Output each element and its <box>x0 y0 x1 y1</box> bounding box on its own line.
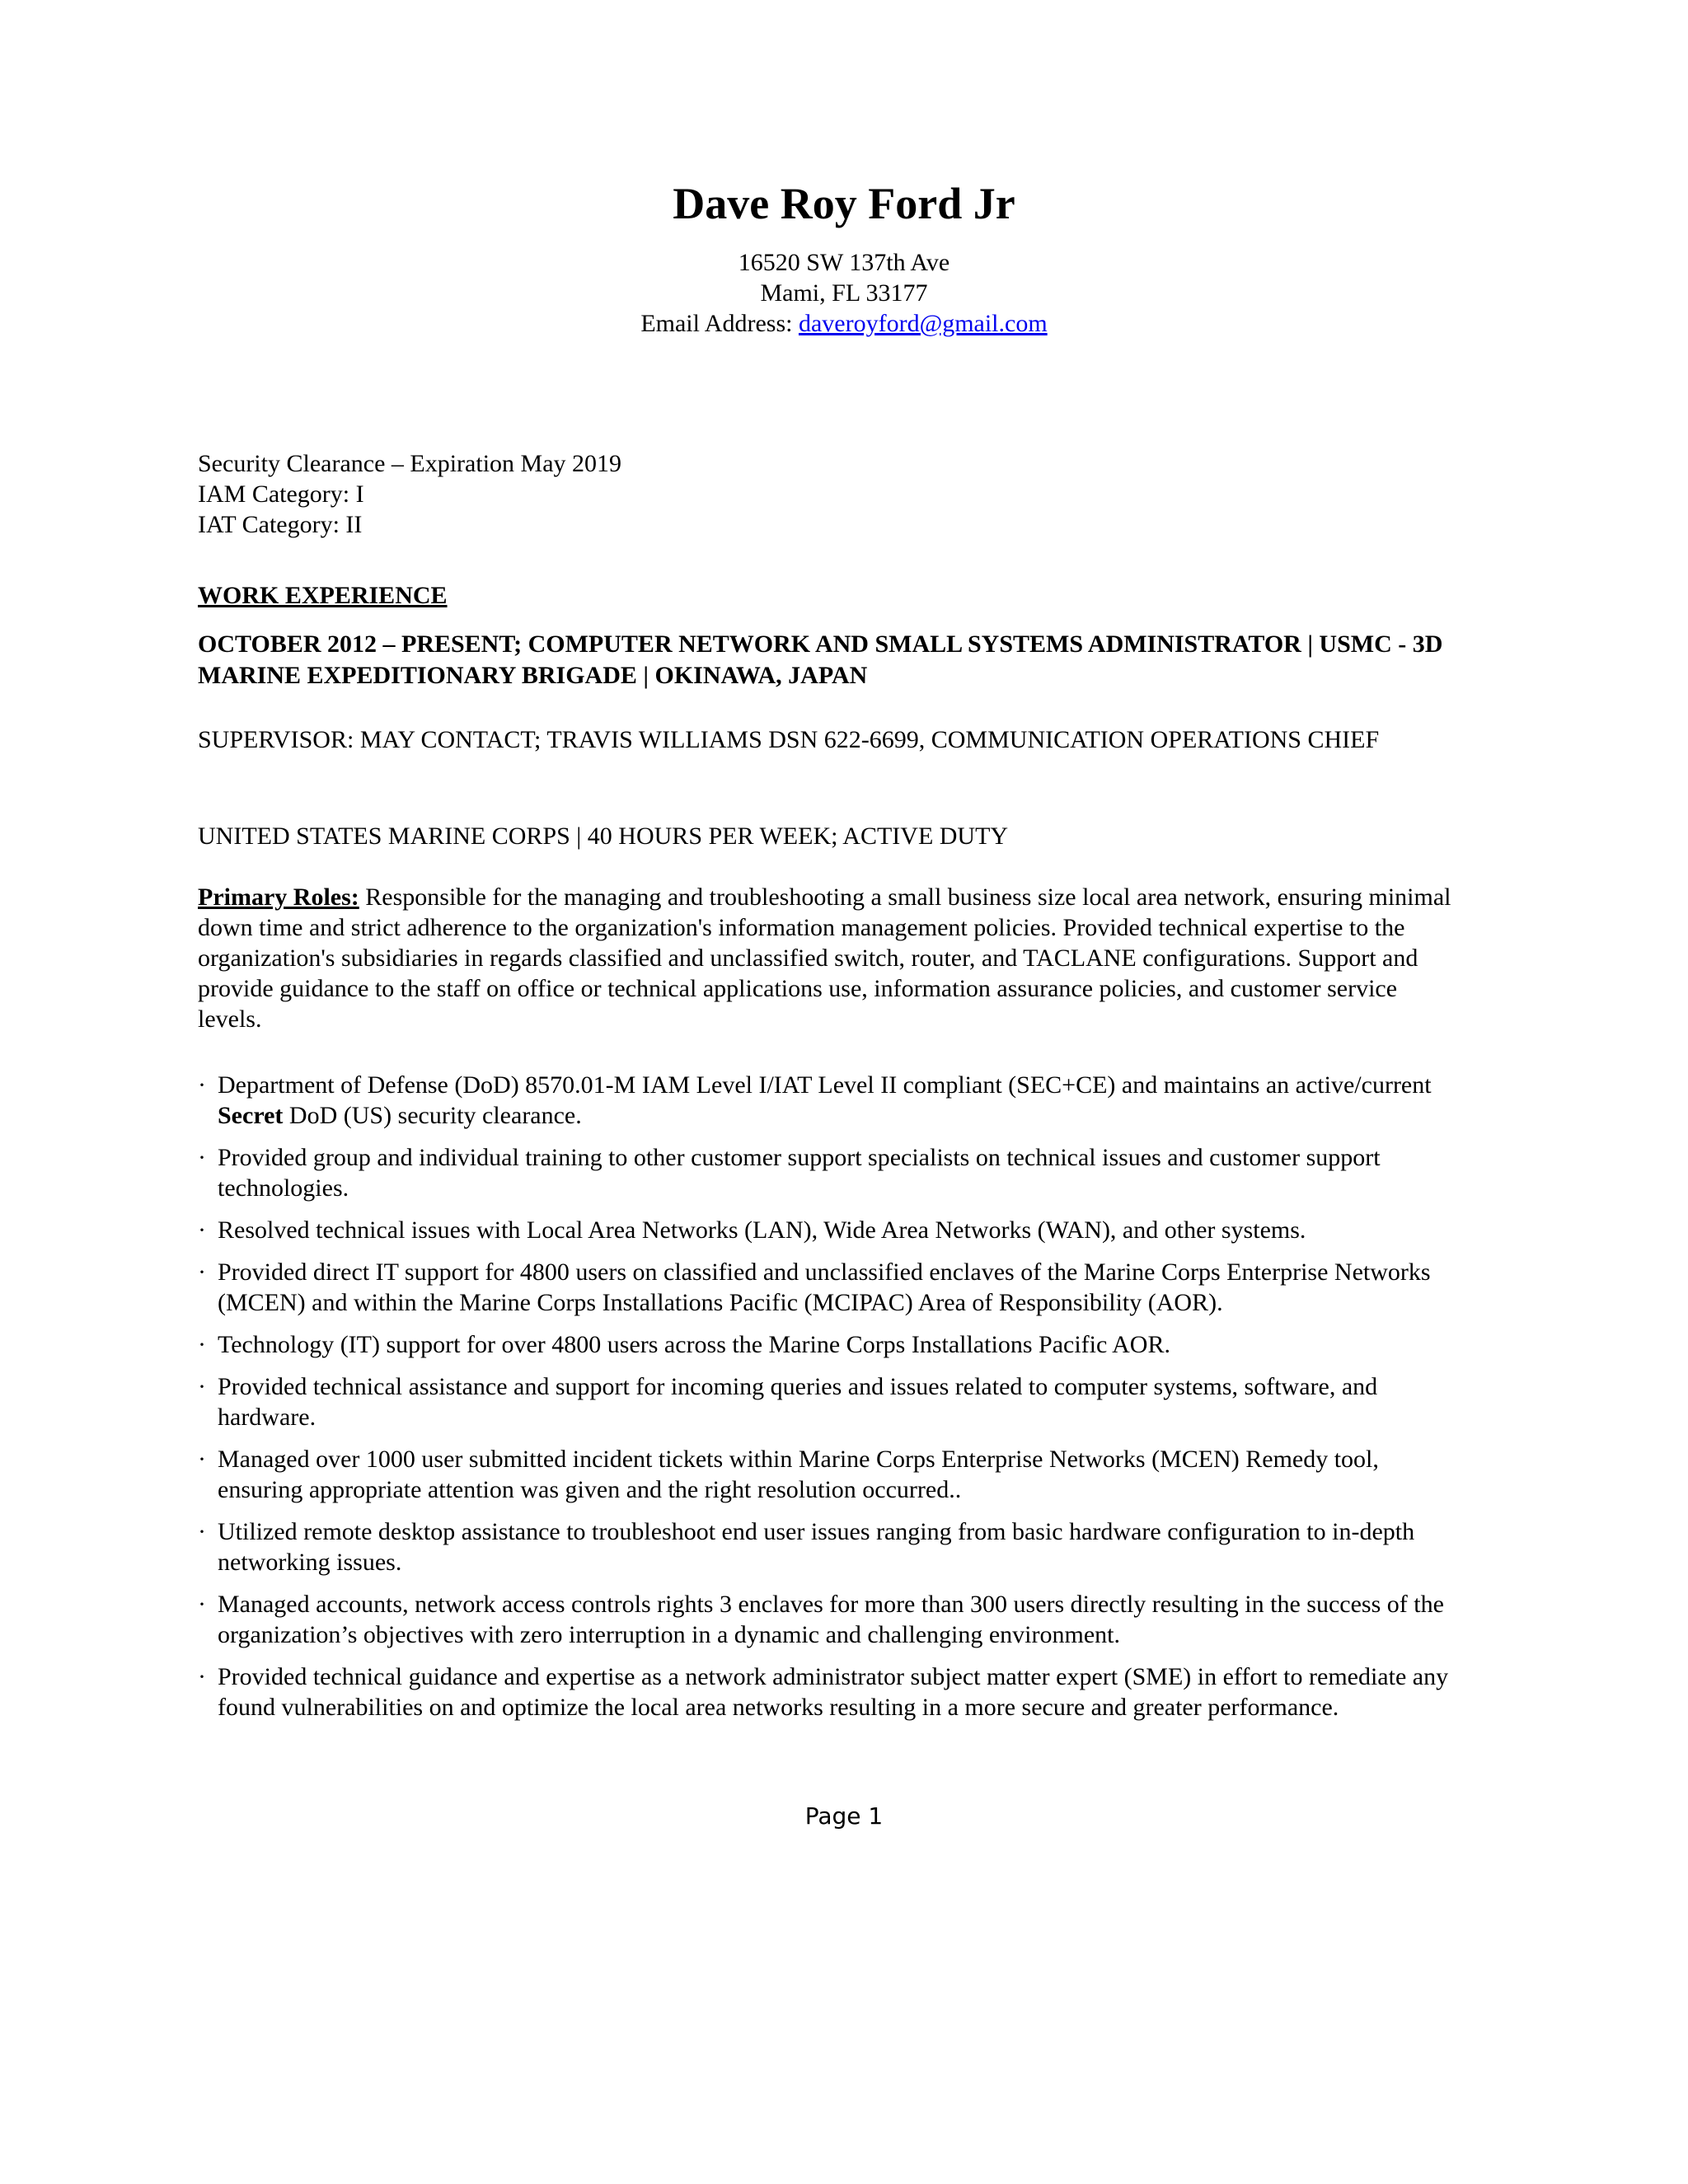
list-item-text: Provided technical guidance and expertise as a network administrator subject matter expert (SME) in effort to remediate any found vulnerabilities on and optimize the local area networks resulting in a more secure and greater performance. <box>218 1663 1449 1721</box>
primary-roles-label: Primary Roles: <box>198 883 359 911</box>
bullet-marker: · <box>198 1663 206 1690</box>
list-item-text: Provided technical assistance and support for incoming queries and issues related to computer systems, software, and hardware. <box>218 1373 1378 1431</box>
supervisor-line: SUPERVISOR: MAY CONTACT; TRAVIS WILLIAMS DSN 622-6699, COMMUNICATION OPERATIONS CHIEF <box>198 726 1380 753</box>
bullet-marker: · <box>198 1591 206 1618</box>
list-item <box>198 1329 1467 1360</box>
iat-category: IAT Category: II <box>198 511 363 538</box>
address-line-2: Mami, FL 33177 <box>760 279 928 307</box>
list-item-text: Utilized remote desktop assistance to troubleshoot end user issues ranging from basic hardware configuration to in-depth networking issues. <box>218 1518 1415 1576</box>
list-item-text: DoD (US) security clearance. <box>283 1102 582 1129</box>
primary-roles-text: Responsible for the managing and troubleshooting a small business size local area network, ensuring minimal down time and strict adherence to the organization's information management policies. Provided technical expertise to the organization's subsidiaries in regards classified and unclassified switch, router, and TACLANE configurations. Support and provide guidance to the staff on office or technical applications use, information assurance policies, and customer service levels. <box>198 883 1451 1033</box>
bullet-marker: · <box>198 1144 206 1171</box>
list-item <box>198 1070 1467 1131</box>
list-item-text: Department of Defense (DoD) 8570.01-M IAM Level I/IAT Level II compliant (SEC+CE) and maintains an active/current <box>218 1071 1432 1099</box>
resume-header <box>0 175 1688 339</box>
primary-roles <box>198 882 1467 1034</box>
page-number: Page 1 <box>804 1802 884 1830</box>
secret-emphasis: Secret <box>218 1102 284 1129</box>
list-item-text: Provided group and individual training to other customer support specialists on technical issues and customer support technologies. <box>218 1144 1381 1202</box>
job-title: OCTOBER 2012 – PRESENT; COMPUTER NETWORK AND SMALL SYSTEMS ADMINISTRATOR | USMC - 3D MARINE EXPEDITIONARY BRIGADE | OKINAWA, JAPAN <box>198 630 1443 689</box>
bullet-marker: · <box>198 1331 206 1358</box>
candidate-name: Dave Roy Ford Jr <box>673 179 1015 228</box>
list-item <box>198 1589 1467 1650</box>
bullet-marker: · <box>198 1071 206 1099</box>
contact-block <box>0 247 1688 339</box>
clearance-block <box>198 448 1467 540</box>
list-item-text: Managed accounts, network access controls rights 3 enclaves for more than 300 users directly resulting in the success of the organization’s objectives with zero interruption in a dynamic and challenging environment. <box>218 1591 1444 1648</box>
list-item <box>198 1142 1467 1203</box>
bullet-marker: · <box>198 1258 206 1286</box>
list-item <box>198 1371 1467 1432</box>
list-item <box>198 1661 1467 1722</box>
list-item <box>198 1516 1467 1577</box>
bullet-marker: · <box>198 1373 206 1400</box>
list-item <box>198 1215 1467 1245</box>
list-item <box>198 1444 1467 1505</box>
list-item <box>198 1257 1467 1318</box>
email-link[interactable]: daveroyford@gmail.com <box>798 310 1048 337</box>
list-item-text: Technology (IT) support for over 4800 users across the Marine Corps Installations Pacific AOR. <box>218 1331 1170 1358</box>
bullet-marker: · <box>198 1446 206 1473</box>
organization-line: UNITED STATES MARINE CORPS | 40 HOURS PER WEEK; ACTIVE DUTY <box>198 823 1009 850</box>
clearance-line: Security Clearance – Expiration May 2019 <box>198 450 622 477</box>
iam-category: IAM Category: I <box>198 480 364 508</box>
address-line-1: 16520 SW 137th Ave <box>738 249 950 276</box>
work-experience-heading: WORK EXPERIENCE <box>198 582 448 609</box>
list-item-text: Managed over 1000 user submitted incident tickets within Marine Corps Enterprise Networks (MCEN) Remedy tool, ensuring appropriate attention was given and the right resolution occurred.. <box>218 1446 1379 1503</box>
email-label: Email Address: <box>640 310 799 337</box>
bullet-marker: · <box>198 1216 206 1244</box>
list-item-text: Resolved technical issues with Local Area Networks (LAN), Wide Area Networks (WAN), and other systems. <box>218 1216 1306 1244</box>
bullet-marker: · <box>198 1518 206 1545</box>
list-item-text: Provided direct IT support for 4800 users on classified and unclassified enclaves of the Marine Corps Enterprise Networks (MCEN) and within the Marine Corps Installations Pacific (MCIPAC) Area of Responsibility (AOR). <box>218 1258 1431 1316</box>
email-line <box>0 308 1688 339</box>
duties-list <box>198 1070 1467 1734</box>
